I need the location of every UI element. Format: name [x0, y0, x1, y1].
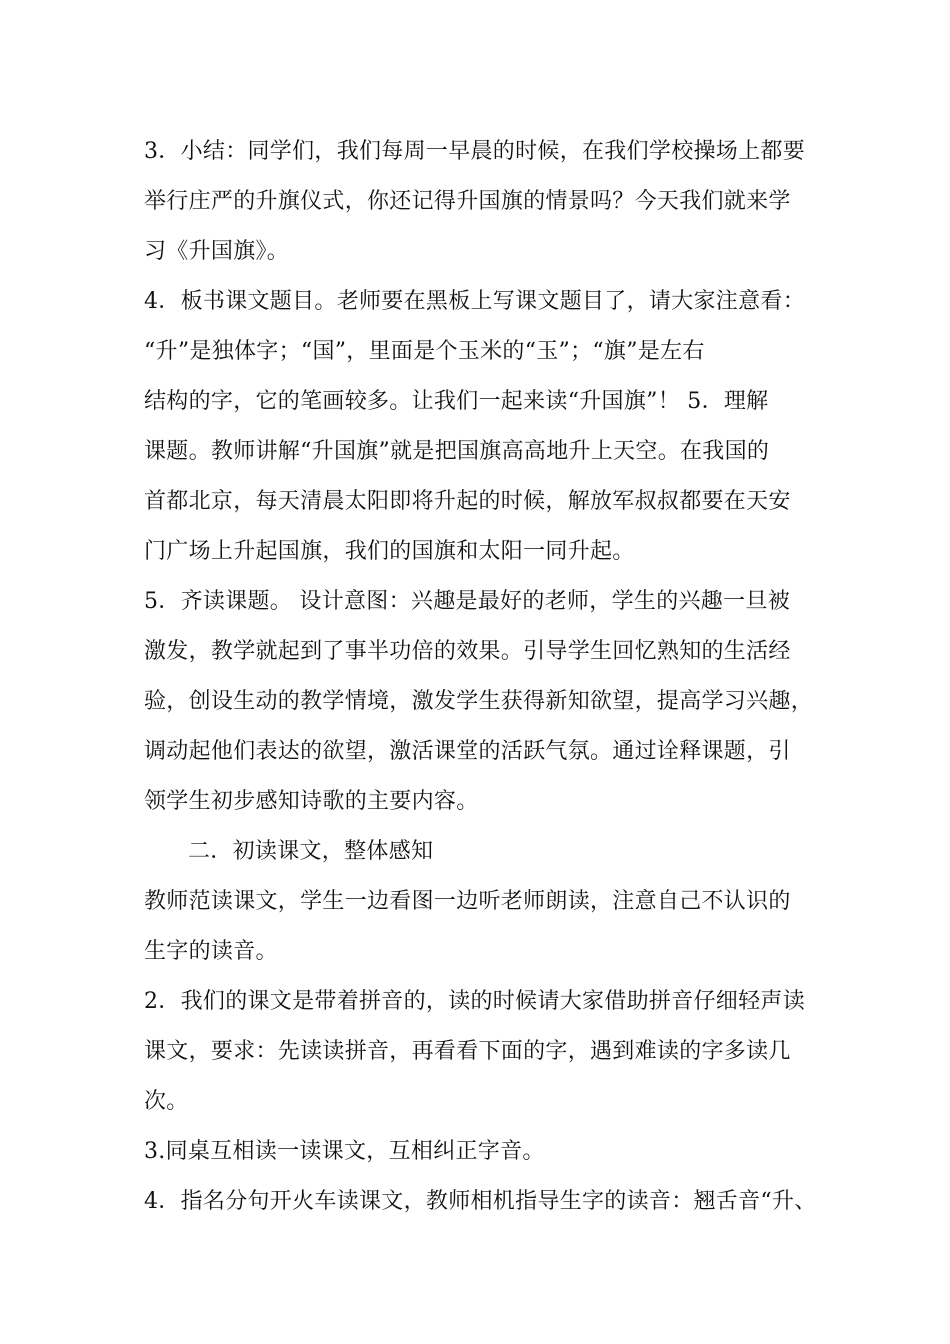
text-line: 4．指名分句开火车读课文，教师相机指导生字的读音：翘舌音“升、	[144, 1189, 817, 1214]
section-heading: 二．初读课文，整体感知	[188, 839, 434, 864]
text-line: 3.同桌互相读一读课文，互相纠正字音。	[144, 1139, 545, 1164]
text-line: 3．小结：同学们，我们每周一早晨的时候，在我们学校操场上都要	[144, 139, 805, 164]
text-line: 首都北京，每天清晨太阳即将升起的时候，解放军叔叔都要在天安	[144, 489, 791, 514]
text-line: 生字的读音。	[144, 939, 278, 964]
text-line: 5．齐读课题。 设计意图：兴趣是最好的老师，学生的兴趣一旦被	[144, 589, 790, 614]
text-line: 领学生初步感知诗歌的主要内容。	[144, 789, 479, 814]
text-line: 课文，要求：先读读拼音，再看看下面的字，遇到难读的字多读几	[144, 1039, 791, 1064]
text-line: “升”是独体字；“国”，里面是个玉米的“玉”；“旗”是左右	[144, 339, 705, 364]
text-line: 举行庄严的升旗仪式，你还记得升国旗的情景吗？今天我们就来学	[144, 189, 791, 214]
text-line: 次。	[144, 1089, 189, 1114]
text-line: 习《升国旗》。	[144, 239, 290, 264]
text-line: 结构的字，它的笔画较多。让我们一起来读“升国旗”！ 5．理解	[144, 389, 769, 414]
text-line: 调动起他们表达的欲望，激活课堂的活跃气氛。通过诠释课题，引	[144, 739, 791, 764]
text-line: 验，创设生动的教学情境，激发学生获得新知欲望，提高学习兴趣，	[144, 689, 814, 714]
text-line: 门广场上升起国旗，我们的国旗和太阳一同升起。	[144, 539, 635, 564]
text-line: 4．板书课文题目。老师要在黑板上写课文题目了，请大家注意看：	[144, 289, 805, 314]
text-line: 2．我们的课文是带着拼音的，读的时候请大家借助拼音仔细轻声读	[144, 989, 805, 1014]
text-line: 激发，教学就起到了事半功倍的效果。引导学生回忆熟知的生活经	[144, 639, 791, 664]
text-line: 教师范读课文，学生一边看图一边听老师朗读，注意自己不认识的	[144, 889, 791, 914]
text-line: 课题。教师讲解“升国旗”就是把国旗高高地升上天空。在我国的	[144, 439, 770, 464]
